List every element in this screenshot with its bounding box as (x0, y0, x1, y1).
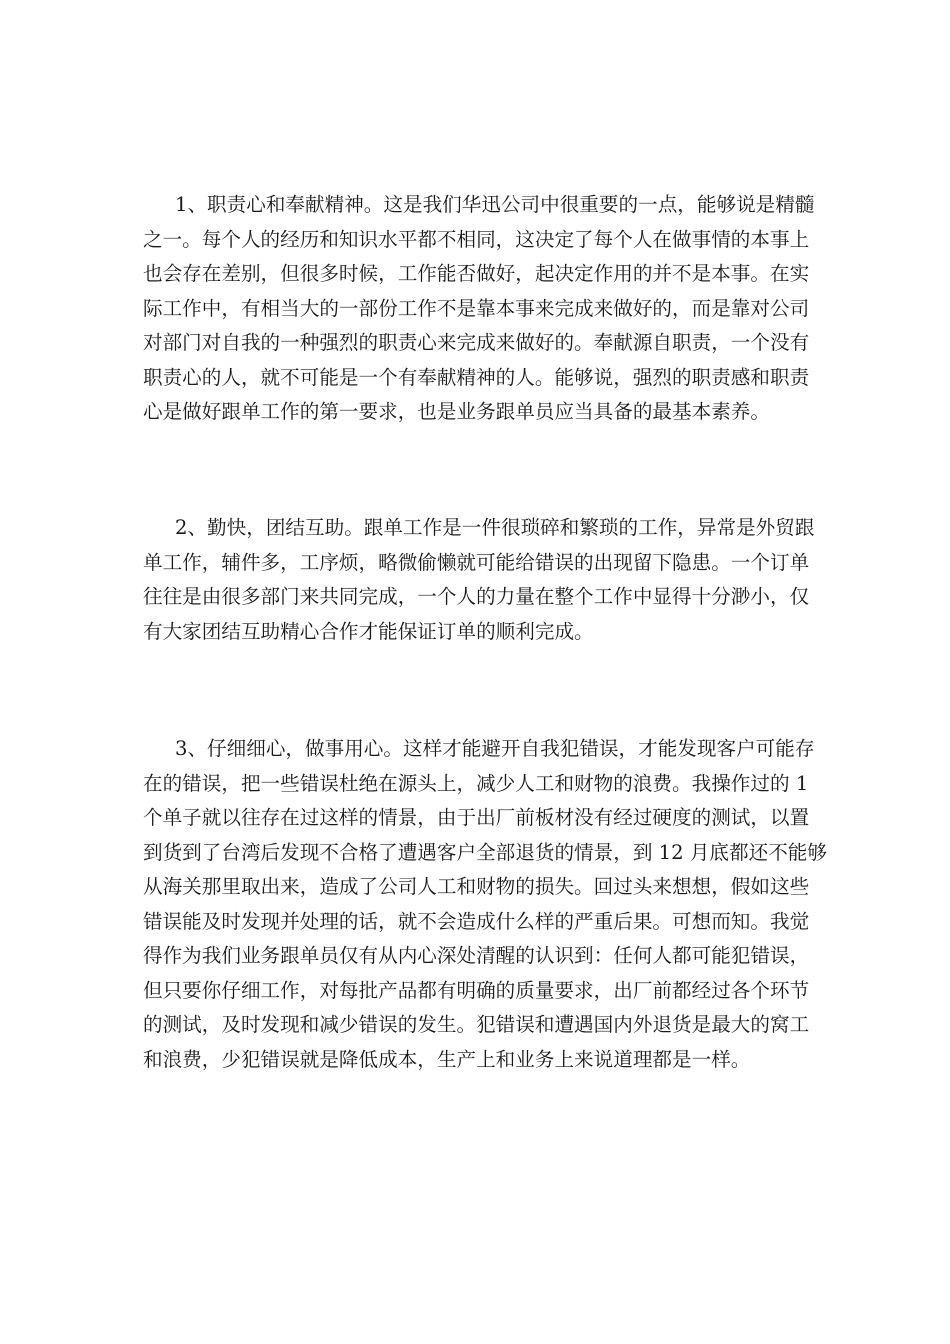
paragraph-line: 对部门对自我的一种强烈的职责心来完成来做好的。奉献源自职责，一个没有 (143, 331, 810, 354)
paragraph-line: 心是做好跟单工作的第一要求，也是业务跟单员应当具备的最基本素养。 (143, 400, 770, 423)
paragraph-line: 职责心的人，就不可能是一个有奉献精神的人。能够说，强烈的职责感和职责 (143, 365, 810, 389)
paragraph-3 (143, 732, 827, 1077)
paragraph-line: 个单子就以往存在过这样的情景，由于出厂前板材没有经过硬度的测试，以置 (143, 806, 810, 829)
paragraph-line: 和浪费，少犯错误就是降低成本，生产上和业务上来说道理都是一样。 (143, 1047, 751, 1071)
paragraph-line: 得作为我们业务跟单员仅有从内心深处清醒的认识到：任何人都可能犯错误， (143, 944, 810, 967)
paragraph-line: 际工作中，有相当大的一部份工作不是靠本事来完成来做好的，而是靠对公司 (143, 296, 810, 320)
paragraph-line: 的测试，及时发现和减少错误的发生。犯错误和遭遇国内外退货是最大的窝工 (143, 1013, 810, 1036)
paragraph-line: 错误能及时发现并处理的话，就不会造成什么样的严重后果。可想而知。我觉 (143, 909, 810, 933)
paragraph-line: 在的错误，把一些错误杜绝在源头上，减少人工和财物的浪费。我操作过的 1 (143, 771, 809, 795)
paragraph-line: 之一。每个人的经历和知识水平都不相同，这决定了每个人在做事情的本事上 (143, 227, 810, 251)
paragraph-line: 有大家团结互助精心合作才能保证订单的顺利完成。 (143, 619, 594, 643)
paragraph-line: 单工作，辅件多，工序烦，略微偷懒就可能给错误的出现留下隐患。一个订单 (143, 550, 810, 574)
paragraph-line: 从海关那里取出来，造成了公司人工和财物的损失。回过头来想想，假如这些 (143, 875, 810, 898)
paragraph-line: 但只要你仔细工作，对每批产品都有明确的质量要求，出厂前都经过各个环节 (143, 978, 810, 1002)
paragraph-2 (143, 511, 815, 649)
paragraph-line: 往往是由很多部门来共同完成，一个人的力量在整个工作中显得十分渺小，仅 (143, 585, 810, 608)
paragraph-line: 1、职责心和奉献精神。这是我们华迅公司中很重要的一点，能够说是精髓 (175, 193, 815, 216)
paragraph-line: 到货到了台湾后发现不合格了遭遇客户全部退货的情景，到 12 月底都还不能够 (143, 840, 827, 864)
paragraph-line: 也会存在差别，但很多时候，工作能否做好，起决定作用的并不是本事。在实 (143, 262, 810, 285)
paragraph-1 (143, 188, 815, 430)
paragraph-line: 2、勤快，团结互助。跟单工作是一件很琐碎和繁琐的工作，异常是外贸跟 (175, 516, 815, 539)
paragraph-line: 3、仔细细心，做事用心。这样才能避开自我犯错误，才能发现客户可能存 (175, 737, 815, 760)
